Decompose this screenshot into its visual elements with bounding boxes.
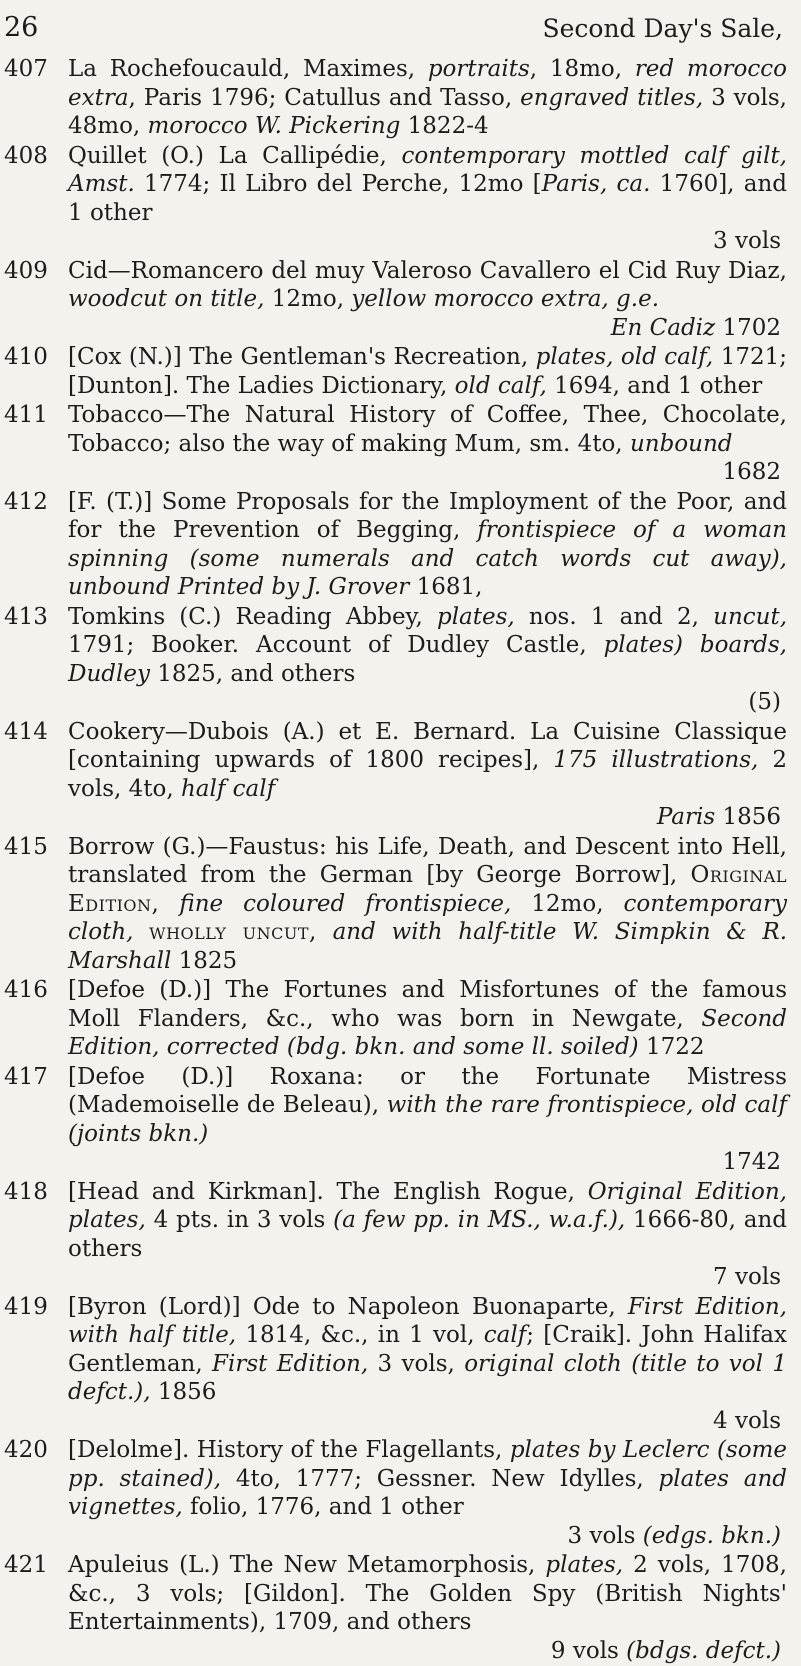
lot-entry <box>4 401 787 487</box>
lot-description <box>68 603 787 689</box>
lot-description <box>68 142 787 228</box>
lot-entry <box>4 718 787 832</box>
lot-tail-line <box>68 803 787 832</box>
description-fragment: morocco <box>147 113 248 139</box>
description-fragment: First Edition, <box>212 1350 369 1377</box>
lot-description <box>68 1063 787 1149</box>
lot-quantity: Paris <box>656 804 716 830</box>
description-fragment: plates and vignettes, <box>68 1465 788 1520</box>
lot-description <box>68 1551 787 1637</box>
description-fragment: W. Simpkin & R. Marshall <box>68 919 788 974</box>
description-fragment: frontispiece of a woman spinning (some numerals and catch words cut away), unbound <box>68 517 787 600</box>
description-fragment: Amst. <box>68 171 135 197</box>
lot-quantity: 1742 <box>722 1149 781 1175</box>
description-fragment: 12mo, <box>264 286 352 312</box>
description-fragment: 12mo, <box>511 890 624 917</box>
lot-description <box>68 488 787 602</box>
lot-number: 410 <box>4 344 48 370</box>
description-fragment: yellow morocco extra, g.e. <box>351 286 660 312</box>
description-fragment: [Defoe (D.)] Roxana: or the Fortunate Mistress (Mademoiselle de Beleau), <box>68 1063 787 1118</box>
description-fragment: 1825 <box>171 947 238 974</box>
description-fragment: Cookery—Dubois (A.) et E. Bernard. La Cuisine Classique [containing upwards of 1800 recipes], <box>68 718 787 773</box>
description-fragment: folio, 1776, and 1 other <box>182 1494 464 1520</box>
lot-condition: (bdgs. defct.) <box>618 1637 781 1664</box>
description-fragment: 1825, and others <box>149 660 356 687</box>
description-fragment: plates, old calf, <box>535 344 714 370</box>
lot-tail-line <box>68 688 787 717</box>
lot-entry <box>4 1293 787 1436</box>
description-fragment: 1760], and 1 other <box>68 171 787 226</box>
description-fragment: nos. 1 and 2, <box>514 603 714 630</box>
page-header <box>4 12 783 52</box>
description-fragment: 2 vols, 4to, <box>68 747 788 802</box>
description-fragment: Apuleius (L.) The New Metamorphosis, <box>68 1552 546 1578</box>
description-fragment: [Byron (Lord)] Ode to Napoleon Buonaparte, <box>68 1293 628 1320</box>
lot-tail-line <box>68 1637 787 1666</box>
description-fragment: Paris, ca. <box>541 171 651 197</box>
lot-entry <box>4 833 787 976</box>
description-fragment: 1721; [Dunton]. The Ladies Dictionary, <box>68 344 787 399</box>
description-fragment <box>248 113 255 139</box>
lot-number: 419 <box>4 1293 48 1320</box>
lot-quantity: 1682 <box>722 459 781 485</box>
lot-entry <box>4 1436 787 1550</box>
description-fragment: 1774; Il Libro del Perche, 12mo [ <box>134 171 542 197</box>
running-title: Second Day's Sale, <box>542 14 783 43</box>
description-fragment: [Delolme]. History of the Flagellants, <box>68 1437 510 1463</box>
description-fragment: 4 pts. in 3 vols <box>145 1207 334 1233</box>
lot-description <box>68 401 787 458</box>
lot-number: 418 <box>4 1178 48 1205</box>
lot-description <box>68 55 787 141</box>
description-fragment: 1722 <box>638 1034 705 1060</box>
description-fragment: portraits <box>427 56 530 82</box>
lot-description <box>68 976 787 1062</box>
description-fragment: 3 vols, <box>368 1350 465 1377</box>
lot-number: 420 <box>4 1437 48 1463</box>
description-fragment: 1822-4 <box>400 113 489 139</box>
description-fragment: (a few pp. in MS., w.a.f.), <box>333 1207 626 1233</box>
lot-description <box>68 257 787 314</box>
lot-quantity: 7 vols <box>713 1264 781 1290</box>
description-fragment: engraved titles, <box>520 84 704 111</box>
description-fragment: contemporary cloth, <box>68 890 788 945</box>
description-fragment: plates, <box>545 1552 624 1578</box>
page-number: 26 <box>4 12 39 43</box>
lot-quantity: 3 vols <box>713 228 781 254</box>
lot-tail-line <box>68 1263 787 1292</box>
description-fragment: plates) boards, Dudley <box>68 632 787 687</box>
description-fragment: half calf <box>180 775 276 802</box>
description-fragment: ; [Craik]. John Halifax Gentleman, <box>68 1322 787 1377</box>
description-fragment: fine coloured frontispiece, <box>179 890 512 917</box>
description-fragment: old calf, <box>454 372 547 399</box>
lot-date: 1856 <box>715 804 781 830</box>
description-fragment: 1666-80, and others <box>68 1207 787 1262</box>
description-fragment <box>159 891 179 917</box>
description-fragment: 1694, and 1 other <box>546 372 763 399</box>
description-fragment: 1681, <box>409 574 483 600</box>
description-fragment: Cid—Romancero del muy Valeroso Cavallero el Cid Ruy Diaz, <box>68 257 787 284</box>
description-fragment: plates by Leclerc (some pp. stained), <box>68 1437 787 1492</box>
description-fragment <box>171 574 178 600</box>
description-fragment: Original Edition, <box>68 862 787 917</box>
description-fragment: 1814, &c., in 1 vol, <box>236 1322 484 1348</box>
lot-entry <box>4 142 787 256</box>
lot-number: 415 <box>4 833 48 860</box>
lot-quantity: (5) <box>748 689 781 715</box>
lot-description <box>68 833 787 976</box>
lot-quantity: 3 vols <box>567 1522 636 1549</box>
description-fragment: calf <box>483 1322 527 1348</box>
description-fragment: 2 vols, 1708, &c., 3 vols; [Gildon]. The Golden Spy (British Nights' Entertainments), 1709, and others <box>68 1552 787 1635</box>
description-fragment <box>317 919 333 945</box>
description-fragment: original cloth (title to vol 1 defct.), <box>68 1350 787 1405</box>
description-fragment: contemporary mottled calf gilt, <box>401 142 787 169</box>
description-fragment: 4to, 1777; Gessner. New Idylles, <box>221 1465 659 1492</box>
lot-number: 407 <box>4 56 48 82</box>
lot-quantity: 4 vols <box>713 1407 781 1434</box>
description-fragment: Quillet (O.) La Callipédie, <box>68 142 402 169</box>
description-fragment: 1856 <box>150 1379 217 1405</box>
lot-date: 1702 <box>715 314 781 341</box>
lot-description <box>68 718 787 804</box>
lot-number: 417 <box>4 1063 48 1090</box>
lot-entry <box>4 343 787 400</box>
description-fragment: 175 illustrations, <box>553 747 759 773</box>
lot-number: 414 <box>4 718 48 745</box>
lot-number: 412 <box>4 488 48 515</box>
description-fragment: and with half-title <box>332 919 557 945</box>
description-fragment: wholly uncut, <box>149 919 317 945</box>
description-fragment: Printed by J. Grover <box>177 574 410 600</box>
description-fragment: First Edition, with half title, <box>68 1293 787 1348</box>
lot-entry <box>4 488 787 602</box>
lot-number: 421 <box>4 1552 48 1578</box>
description-fragment: plates, <box>436 603 515 630</box>
lot-quantity: 9 vols <box>550 1637 619 1664</box>
lot-entry <box>4 1063 787 1177</box>
description-fragment: Original Edition, plates, <box>68 1178 787 1233</box>
description-fragment: , Paris 1796; Catullus and Tasso, <box>128 84 521 111</box>
description-fragment: Borrow (G.)—Faustus: his Life, Death, and Descent into Hell, translated from the German [by George Borrow], <box>68 833 787 888</box>
lot-condition: (edgs. bkn.) <box>635 1522 781 1549</box>
lot-number: 413 <box>4 603 48 630</box>
lot-tail-line <box>68 1148 787 1177</box>
description-fragment: La Rochefoucauld, Maximes, <box>68 56 428 82</box>
description-fragment: red morocco extra <box>68 56 788 111</box>
lot-number: 416 <box>4 977 48 1003</box>
description-fragment: [F. (T.)] Some Proposals for the Imployment of the Poor, and for the Prevention of Begging, <box>68 488 787 543</box>
description-fragment <box>556 919 572 945</box>
lot-tail-line <box>68 1522 787 1551</box>
lot-entry <box>4 257 787 343</box>
description-fragment: uncut, <box>713 603 788 630</box>
description-fragment: [Cox (N.)] The Gentleman's Recreation, <box>68 344 536 370</box>
description-fragment: 1791; Booker. Account of Dudley Castle, <box>68 632 604 658</box>
description-fragment: , 18mo, <box>529 56 635 82</box>
lot-entry <box>4 603 787 717</box>
description-fragment: woodcut on title, <box>68 286 265 312</box>
description-fragment: 3 vols, 48mo, <box>68 84 787 139</box>
lot-number: 411 <box>4 402 48 428</box>
lot-number: 408 <box>4 142 48 169</box>
lot-entry <box>4 55 787 141</box>
lot-description <box>68 343 787 400</box>
lot-description <box>68 1293 787 1407</box>
description-fragment: Tomkins (C.) Reading Abbey, <box>68 603 437 630</box>
description-fragment: Tobacco—The Natural History of Coffee, Thee, Chocolate, Tobacco; also the way of making Mum, sm. 4to, <box>68 402 787 457</box>
description-fragment: W. Pickering <box>254 113 401 139</box>
description-fragment: [Defoe (D.)] The Fortunes and Misfortunes of the famous Moll Flanders, &c., who was born in Newgate, <box>68 977 787 1032</box>
description-fragment <box>133 919 149 945</box>
lot-entry <box>4 1178 787 1292</box>
lot-list <box>4 55 787 1666</box>
lot-tail-line <box>68 458 787 487</box>
description-fragment: unbound <box>629 430 733 457</box>
description-fragment: Second Edition, corrected (bdg. bkn. and some ll. soiled) <box>68 1005 787 1060</box>
lot-tail-line <box>68 227 787 256</box>
lot-quantity: En Cadiz <box>610 314 716 341</box>
lot-entry <box>4 1551 787 1665</box>
lot-tail-line <box>68 314 787 343</box>
lot-tail-line <box>68 1407 787 1436</box>
lot-number: 409 <box>4 257 48 284</box>
description-fragment: with the rare frontispiece, old calf (joints bkn.) <box>68 1092 787 1147</box>
lot-description <box>68 1178 787 1264</box>
lot-description <box>68 1436 787 1522</box>
description-fragment: [Head and Kirkman]. The English Rogue, <box>68 1178 588 1205</box>
lot-entry <box>4 976 787 1062</box>
